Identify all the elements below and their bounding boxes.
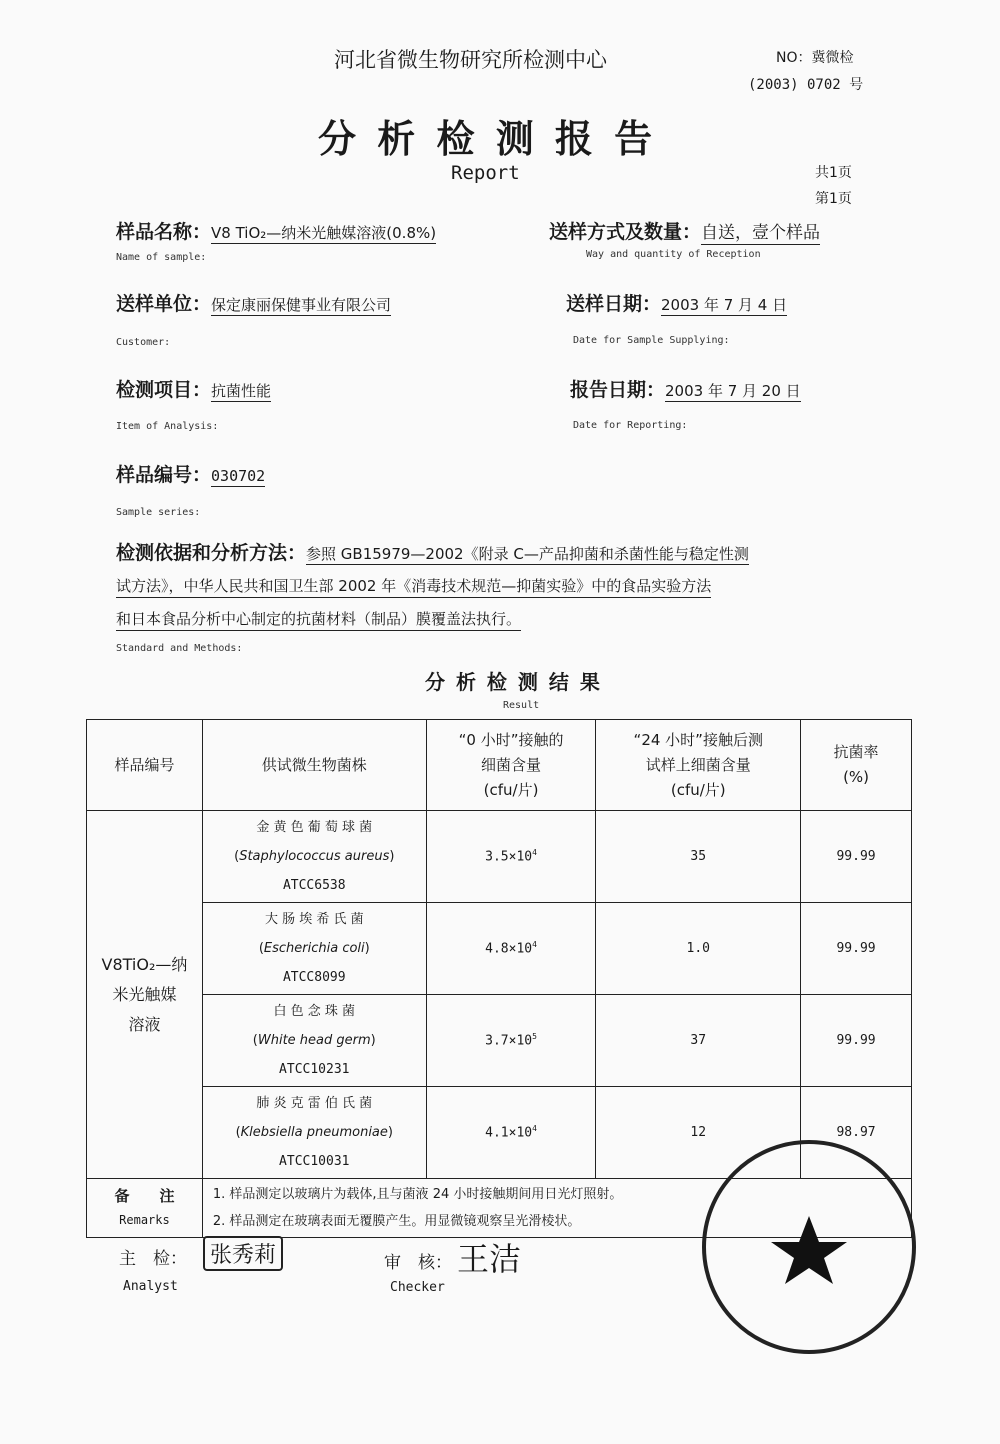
count-24h: 1.0	[596, 903, 801, 995]
item-en: Item of Analysis:	[116, 421, 219, 432]
delivery-value: 自送，壹个样品	[701, 223, 821, 243]
count-0h	[426, 811, 596, 903]
header-rate-l1: 抗菌率	[833, 743, 879, 761]
sample-cell	[87, 811, 203, 1179]
field-series	[116, 460, 265, 487]
sample-cell-l3: 溶液	[128, 1014, 161, 1034]
count-24h: 37	[596, 995, 801, 1087]
sample-name-value: V8 TiO₂—纳米光触媒溶液(0.8%)	[211, 224, 437, 242]
header-count-0h	[426, 720, 596, 811]
strain-latin: Klebsiella pneumoniae	[240, 1125, 388, 1140]
pages-total: 共1页	[815, 165, 852, 181]
header-count-24h-l2: 试样上细菌含量	[645, 755, 751, 774]
strain-cell: 大 肠 埃 希 氏 菌 (Escherichia coli) ATCC8099	[202, 903, 426, 995]
delivery-label: 送样方式及数量：	[549, 221, 702, 243]
rate: 99.99	[801, 811, 912, 903]
institute-name: 河北省微生物研究所检测中心	[334, 48, 607, 72]
strain-cn: 金 黄 色 葡 萄 球 菌	[256, 820, 373, 835]
header-count-24h-l3: (cfu/片)	[670, 780, 726, 799]
page-current: 第1页	[815, 191, 852, 207]
rate: 99.99	[801, 995, 912, 1087]
strain-atcc: ATCC10231	[279, 1062, 350, 1077]
result-table-header	[87, 720, 912, 811]
seal-graphic	[706, 1144, 912, 1350]
strain-cn: 肺 炎 克 雷 伯 氏 菌	[256, 1096, 373, 1111]
method-en: Standard and Methods:	[116, 643, 243, 654]
count-0h-base: 3.7×10	[485, 1033, 533, 1049]
header-sample-no: 样品编号	[87, 720, 203, 811]
count-0h	[426, 995, 596, 1087]
page-title: 分 析 检 测 报 告	[318, 117, 657, 161]
count-0h-base: 4.1×10	[485, 1125, 533, 1141]
star-icon	[771, 1216, 847, 1284]
method-line-1	[116, 538, 749, 565]
header-count-24h	[596, 720, 801, 811]
header-count-0h-l1: “0 小时”接触的	[458, 730, 564, 749]
method-label: 检测依据和分析方法：	[116, 542, 307, 564]
sample-cell-l2: 米光触媒	[112, 984, 177, 1004]
remarks-label-cell	[87, 1179, 203, 1238]
report-date-en: Date for Reporting:	[573, 420, 688, 431]
header-count-24h-l1: “24 小时”接触后测	[633, 730, 763, 749]
report-date-label: 报告日期：	[570, 379, 666, 401]
count-24h: 12	[596, 1087, 801, 1179]
strain-latin: Staphylococcus aureus	[239, 849, 390, 864]
method-text-3: 和日本食品分析中心制定的抗菌材料（制品）膜覆盖法执行。	[116, 608, 521, 631]
series-value: 030702	[211, 467, 266, 485]
count-0h-base: 3.5×10	[485, 849, 533, 865]
remarks-en: Remarks	[119, 1213, 170, 1227]
field-customer	[116, 289, 391, 316]
strain-cell: 肺 炎 克 雷 伯 氏 菌 (Klebsiella pneumoniae) ATCC10031	[202, 1087, 426, 1179]
result-title-en: Result	[503, 700, 540, 711]
header-count-0h-l3: (cfu/片)	[483, 780, 539, 799]
customer-label: 送样单位：	[116, 293, 212, 315]
rate: 98.97	[801, 1087, 912, 1179]
supply-date-value: 2003 年 7 月 4 日	[661, 296, 788, 314]
field-report-date	[570, 375, 801, 402]
supply-date-en: Date for Sample Supplying:	[573, 335, 730, 346]
count-0h-exp: 4	[532, 940, 537, 950]
official-seal	[702, 1140, 916, 1354]
count-0h-base: 4.8×10	[485, 941, 533, 957]
customer-en: Customer:	[116, 337, 171, 348]
supply-date-label: 送样日期：	[566, 293, 662, 315]
strain-atcc: ATCC8099	[282, 970, 346, 985]
header-strain: 供试微生物菌株	[202, 720, 426, 811]
strain-latin: White head germ	[257, 1033, 371, 1048]
strain-atcc: ATCC6538	[282, 878, 346, 893]
report-date-value: 2003 年 7 月 20 日	[665, 382, 801, 400]
result-title: 分 析 检 测 结 果	[425, 670, 602, 694]
checker-en: Checker	[390, 1280, 445, 1295]
strain-cell: 金 黄 色 葡 萄 球 菌 (Staphylococcus aureus) ATCC6538	[202, 811, 426, 903]
method-text-1: 参照 GB15979—2002《附录 C—产品抑菌和杀菌性能与稳定性测	[306, 545, 749, 563]
field-item	[116, 375, 271, 402]
item-label: 检测项目：	[116, 379, 212, 401]
count-24h: 35	[596, 811, 801, 903]
field-supply-date	[566, 289, 787, 316]
strain-cn: 大 肠 埃 希 氏 菌	[264, 912, 364, 927]
header-rate	[801, 720, 912, 811]
analyst-label: 主 检：	[119, 1249, 187, 1269]
delivery-en: Way and quantity of Reception	[586, 249, 761, 260]
report-number-value: (2003) 0702 号	[748, 77, 864, 93]
count-0h-exp: 4	[532, 1124, 537, 1134]
report-number-label: NO：冀微检	[776, 50, 854, 66]
series-label: 样品编号：	[116, 464, 212, 486]
sample-cell-l1: V8TiO₂—纳	[101, 954, 188, 974]
remark-2: 2. 样品测定在玻璃表面无覆膜产生。用显微镜观察呈光滑棱状。	[212, 1214, 581, 1229]
item-value: 抗菌性能	[211, 382, 272, 400]
sample-name-label: 样品名称：	[116, 221, 212, 243]
strain-latin: Escherichia coli	[263, 941, 365, 956]
strain-cn: 白 色 念 珠 菌	[273, 1004, 356, 1019]
series-en: Sample series:	[116, 507, 201, 518]
analyst-en: Analyst	[123, 1279, 178, 1294]
remark-1: 1. 样品测定以玻璃片为载体,且与菌液 24 小时接触期间用日光灯照射。	[212, 1187, 623, 1202]
checker-label: 审 核：	[384, 1253, 452, 1273]
header-rate-l2: (%)	[843, 768, 870, 786]
table-row	[87, 811, 912, 903]
field-delivery	[549, 217, 820, 244]
count-0h	[426, 1087, 596, 1179]
rate: 99.99	[801, 903, 912, 995]
customer-value: 保定康丽保健事业有限公司	[211, 296, 392, 314]
page-title-en: Report	[451, 162, 520, 184]
strain-cell: 白 色 念 珠 菌 (White head germ) ATCC10231	[202, 995, 426, 1087]
count-0h-exp: 5	[532, 1032, 537, 1042]
strain-atcc: ATCC10031	[279, 1154, 350, 1169]
header-count-0h-l2: 细菌含量	[481, 755, 542, 774]
count-0h	[426, 903, 596, 995]
field-sample-name	[116, 217, 436, 244]
method-text-2: 试方法》，中华人民共和国卫生部 2002 年《消毒技术规范—抑菌实验》中的食品实验方法	[116, 575, 711, 598]
table-row	[87, 903, 912, 995]
analyst-signature: 张秀莉	[203, 1236, 283, 1271]
table-row	[87, 995, 912, 1087]
sample-name-en: Name of sample:	[116, 252, 207, 263]
count-0h-exp: 4	[532, 848, 537, 858]
remarks-label: 备 注	[114, 1187, 175, 1205]
checker-signature: 王洁	[457, 1240, 522, 1278]
